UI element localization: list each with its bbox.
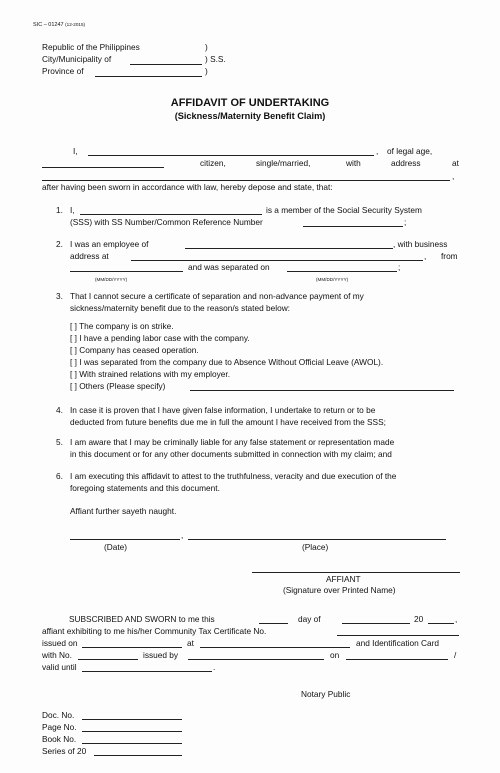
affiant-signature-label: (Signature over Printed Name) [283,585,396,595]
item1-number: 1. [56,205,63,215]
form-code-number: SIC – 01247 [33,22,64,28]
intro-sworn-statement: after having been sworn in accordance with law, hereby depose and state, that: [42,182,333,192]
item6-line2: foregoing statements and this document. [70,483,220,493]
item6-line1: I am executing this affidavit to attest to the truthfulness, veracity and due execution of the [70,471,397,481]
book-no-label: Book No. [42,734,77,744]
item2-address-at: address at [70,251,109,261]
employer-field[interactable] [185,248,393,249]
series-label: Series of 20 [42,746,87,756]
affiant-label: AFFIANT [326,574,361,584]
form-revision: (12-2015) [65,22,86,27]
jurat-valid-until: valid until [42,662,77,672]
venue-paren-2: ) [205,66,208,76]
item3-line1: That I cannot secure a certificate of separation and non-advance payment of my [70,291,364,301]
item2-with-business: , with business [393,239,448,249]
intro-with: with [346,158,361,168]
reason-checkbox-others[interactable]: [ ] Others (Please specify) [70,381,166,391]
book-no-field[interactable] [82,743,182,744]
item1-i: I, [70,205,75,215]
id-valid-until-field[interactable] [82,671,212,672]
date-signed-field[interactable] [70,539,180,540]
jurat-twenty: 20 [414,614,424,624]
jurat-period: . [213,662,216,672]
start-date-format-hint: (MM/DD/YYYY) [95,277,128,282]
venue-province: Province of [42,66,84,76]
item2-number: 2. [56,239,63,249]
intro-comma: , [376,146,379,156]
item5-line2: in this document or for any other documents submitted in connection with my claim; and [70,449,392,459]
item1-semicolon: ; [404,217,407,227]
intro-legal-age: of legal age, [387,146,433,156]
affiant-name-field[interactable] [88,155,374,156]
reason-checkbox-strained-relations[interactable]: [ ] With strained relations with my employer. [70,369,231,379]
place-signed-field[interactable] [188,539,446,540]
jurat-at: at [187,638,194,648]
jurat-issued-on: issued on [42,638,78,648]
sss-number-field[interactable] [303,226,403,227]
item3-line2: sickness/maternity benefit due to the reason/s stated below: [70,303,290,313]
reason-checkbox-ceased-operation[interactable]: [ ] Company has ceased operation. [70,345,199,355]
item6-number: 6. [56,471,63,481]
ctc-issued-on-field[interactable] [82,647,182,648]
item2-separated-on: and was separated on [188,262,270,272]
jurat-subscribed: SUBSCRIBED AND SWORN to me this [69,614,215,624]
item4-line2: deducted from future benefits due me in full the amount I have received from the SSS; [70,417,386,427]
ctc-number-field[interactable] [337,635,459,636]
business-address-field[interactable] [131,260,423,261]
doc-no-field[interactable] [82,719,182,720]
address-comma: , [452,171,455,181]
jurat-affiant-exhibiting: affiant exhibiting to me his/her Community Tax Certificate No. [42,626,267,636]
separation-date-format-hint: (MM/DD/YYYY) [316,277,349,282]
item2-from: from [441,251,458,261]
item2-employee-of: I was an employee of [70,239,149,249]
id-issued-on-field[interactable] [346,659,448,660]
member-name-field[interactable] [80,214,262,215]
intro-i: I, [73,146,78,156]
notary-public-label: Notary Public [301,689,351,699]
page-no-field[interactable] [82,731,182,732]
place-label: (Place) [302,542,329,552]
city-field[interactable] [130,64,202,65]
reason-checkbox-strike[interactable]: [ ] The company is on strike. [70,321,174,331]
citizenship-field[interactable] [42,167,164,168]
date-label: (Date) [104,542,128,552]
affiant-further-sayeth: Affiant further sayeth naught. [70,506,177,516]
ctc-issued-at-field[interactable] [200,647,350,648]
jurat-day-field[interactable] [259,623,288,624]
separation-date-field[interactable] [287,271,397,272]
intro-citizen: citizen, [200,158,226,168]
intro-civil-status: single/married, [256,158,311,168]
page-subtitle: (Sickness/Maternity Benefit Claim) [174,111,326,121]
intro-at: at [452,158,459,168]
item2-comma: , [424,251,427,261]
province-field[interactable] [95,76,202,77]
address-field[interactable] [42,180,450,181]
doc-no-label: Doc. No. [42,710,75,720]
jurat-month-field[interactable] [342,623,410,624]
item5-number: 5. [56,437,63,447]
id-issued-by-field[interactable] [188,659,324,660]
reason-checkbox-labor-case[interactable]: [ ] I have a pending labor case with the company. [70,333,250,343]
jurat-and-id: and Identification Card [356,638,440,648]
reason-checkbox-awol[interactable]: [ ] I was separated from the company due to Absence Without Official Leave (AWOL). [70,357,384,367]
item4-line1: In case it is proven that I have given false information, I undertake to return or to be [70,405,376,415]
jurat-issued-by: issued by [143,650,179,660]
others-specify-field[interactable] [190,390,454,391]
id-number-field[interactable] [78,659,138,660]
venue-republic: Republic of the Philippines [42,42,140,52]
affiant-signature-field[interactable] [252,572,460,573]
item3-number: 3. [56,291,63,301]
page-no-label: Page No. [42,722,77,732]
item2-semicolon: ; [398,262,401,272]
page-title: AFFIDAVIT OF UNDERTAKING [170,97,330,109]
item4-number: 4. [56,405,63,415]
jurat-year-field[interactable] [428,623,454,624]
item5-line1: I am aware that I may be criminally liable for any false statement or representation made [70,437,395,447]
intro-address: address [391,158,421,168]
venue-paren-1: ) [205,42,208,52]
date-place-comma: , [181,530,184,540]
series-field[interactable] [94,755,182,756]
employment-start-date-field[interactable] [70,271,183,272]
jurat-with-no: with No. [42,650,72,660]
item1-sss-text: (SSS) with SS Number/Common Reference Number [70,217,263,227]
item1-member-text: is a member of the Social Security System [266,205,422,215]
jurat-slash: / [454,650,457,660]
venue-ss: ) S.S. [205,54,226,64]
form-code [33,20,85,30]
jurat-on: on [330,650,340,660]
jurat-day-of: day of [298,614,321,624]
jurat-comma: , [455,614,458,624]
venue-city: City/Municipality of [42,54,112,64]
